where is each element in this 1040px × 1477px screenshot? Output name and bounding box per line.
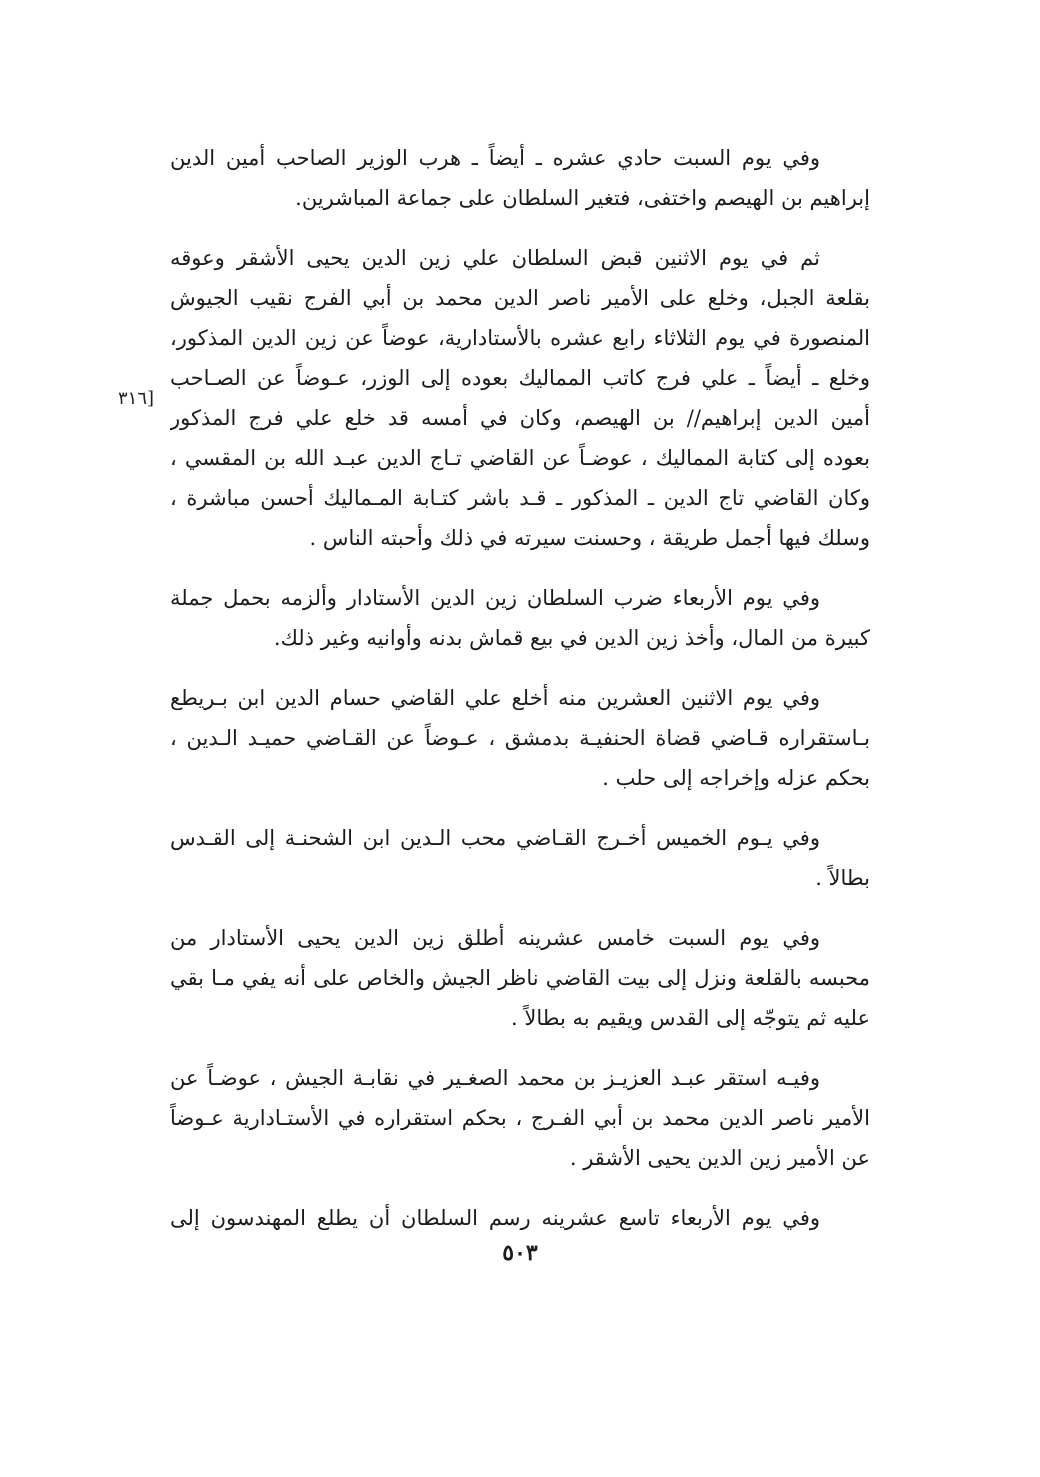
text-line: محبسه بالقلعة ونزل إلى بيت القاضي ناظر الجيش والخاص على أنه يفي مـا بقي [170, 966, 870, 990]
text-line: بـاستقراره قـاضي قضاة الحنفيـة بدمشق ، عـوضاً عن القـاضي حميـد الـدين ، [170, 726, 870, 750]
text-line: بطالاً . [815, 866, 870, 890]
text-line: وسلك فيها أجمل طريقة ، وحسنت سيرته في ذلك وأحبته الناس . [309, 526, 870, 550]
text-line: وخلع ـ أيضاً ـ علي فرج كاتب المماليك بعوده إلى الوزر، عـوضاً عن الصـاحب [170, 366, 870, 390]
text-line: وفي يوم السبت حادي عشره ـ أيضاً ـ هرب الوزير الصاحب أمين الدين [170, 146, 820, 170]
text-line: بقلعة الجبل، وخلع على الأمير ناصر الدين محمد بن أبي الفرج نقيب الجيوش [170, 286, 870, 310]
paragraph [170, 1058, 870, 1178]
text-line: وفي يوم السبت خامس عشرينه أطلق زين الدين يحيى الأستادار من [170, 926, 820, 950]
paragraph [170, 678, 870, 798]
text-line: وفيـه استقر عبـد العزيـز بن محمد الصغـير في نقابـة الجيش ، عوضـاً عن [170, 1066, 820, 1090]
text-line: وفي يوم الأربعاء تاسع عشرينه رسم السلطان أن يطلع المهندسون إلى [170, 1206, 820, 1230]
paragraph [170, 138, 870, 218]
text-line: كبيرة من المال، وأخذ زين الدين في بيع قماش بدنه وأوانيه وغير ذلك. [273, 626, 870, 650]
text-line: ثم في يوم الاثنين قبض السلطان علي زين الدين يحيى الأشقر وعوقه [170, 246, 820, 270]
text-line: وفي يوم الاثنين العشرين منه أخلع علي القاضي حسام الدين ابن بـريطع [170, 686, 820, 710]
paragraph [170, 918, 870, 1038]
margin-folio-note: [٣١٦ [118, 388, 155, 409]
body-text [170, 138, 870, 1258]
text-line: وكان القاضي تاج الدين ـ المذكور ـ قـد باشر كتـابة المـماليك أحسن مباشرة ، [170, 486, 870, 510]
text-line: وفي يوم الأربعاء ضرب السلطان زين الدين الأستادار وألزمه بحمل جملة [170, 586, 820, 610]
text-line: إبراهيم بن الهيصم واختفى، فتغير السلطان على جماعة المباشرين. [295, 186, 870, 210]
text-line: الأمير ناصر الدين محمد بن أبي الفـرج ، بحكم استقراره في الأستـادارية عـوضاً [170, 1106, 870, 1130]
text-line: عليه ثم يتوجّه إلى القدس ويقيم به بطالاً . [511, 1006, 870, 1030]
text-line: بحكم عزله وإخراجه إلى حلب . [602, 766, 870, 790]
text-line: أمين الدين إبراهيم// بن الهيصم، وكان في أمسه قد خلع علي فرج المذكور [170, 406, 870, 430]
text-line: عن الأمير زين الدين يحيى الأشقر . [569, 1146, 870, 1170]
paragraph [170, 818, 870, 898]
paragraph [170, 578, 870, 658]
text-line: المنصورة في يوم الثلاثاء رابع عشره بالأستادارية، عوضاً عن زين الدين المذكور، [170, 326, 870, 350]
page-number: ٥٠٣ [502, 1240, 538, 1266]
text-line: وفي يـوم الخميس أخـرج القـاضي محب الـدين ابن الشحنـة إلى القـدس [170, 826, 820, 850]
paragraph [170, 238, 870, 558]
text-line: بعوده إلى كتابة المماليك ، عوضـاً عن القاضي تـاج الدين عبـد الله بن المقسي ، [170, 446, 870, 470]
paragraph [170, 1198, 870, 1238]
